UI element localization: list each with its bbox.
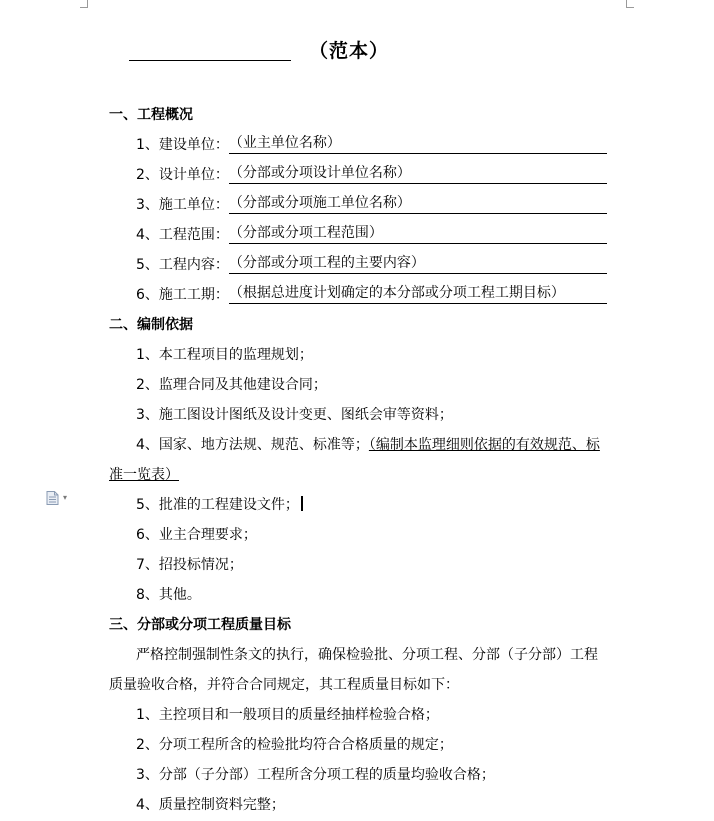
basis-item-1: 1、本工程项目的监理规划；: [136, 347, 313, 363]
quality-item-4: 4、质量控制资料完整；: [136, 797, 285, 813]
basis-item-4-note: （编制本监理细则依据的有效规范、标: [368, 437, 600, 453]
crop-mark-top-right-h: [626, 7, 634, 8]
basis-item-4-text: 4、国家、地方法规、规范、标准等；: [136, 437, 369, 453]
overview-item-2: [136, 165, 607, 185]
basis-item-4: [136, 435, 600, 455]
quality-item-1: 1、主控项目和一般项目的质量经抽样检验合格；: [136, 707, 439, 723]
quality-paragraph-line-2: 质量验收合格，并符合合同规定，其工程质量目标如下：: [109, 677, 459, 693]
section-heading-basis: 二、编制依据: [109, 317, 193, 333]
basis-item-2: 2、监理合同及其他建设合同；: [136, 377, 327, 393]
basis-item-7: 7、招投标情况；: [136, 557, 243, 573]
overview-item-5: [136, 255, 607, 275]
overview-item-value: （分部或分项工程范围）: [229, 225, 607, 244]
basis-item-8: 8、其他。: [136, 587, 201, 603]
document-title-suffix: （范本）: [309, 40, 390, 62]
overview-item-1: [136, 135, 607, 155]
overview-item-label: 1、建设单位：: [136, 137, 229, 153]
section-heading-overview: 一、工程概况: [109, 107, 193, 123]
basis-item-4-note-continued: 准一览表）: [109, 467, 179, 483]
overview-item-label: 4、工程范围：: [136, 227, 229, 243]
section-heading-quality-target: 三、分部或分项工程质量目标: [109, 617, 291, 633]
overview-item-label: 3、施工单位：: [136, 197, 229, 213]
overview-item-label: 5、工程内容：: [136, 257, 229, 273]
overview-item-value: （分部或分项工程的主要内容）: [229, 255, 607, 274]
quality-paragraph-line-1: 严格控制强制性条文的执行，确保检验批、分项工程、分部（子分部）工程: [136, 647, 598, 663]
overview-item-value: （分部或分项设计单位名称）: [229, 165, 607, 184]
overview-item-label: 2、设计单位：: [136, 167, 229, 183]
overview-item-4: [136, 225, 607, 245]
document-icon[interactable]: [46, 491, 59, 505]
overview-item-6: [136, 285, 607, 305]
quality-item-2: 2、分项工程所含的检验批均符合合格质量的规定；: [136, 737, 453, 753]
overview-item-label: 6、施工工期：: [136, 287, 229, 303]
title-blank-line: [129, 60, 291, 61]
text-cursor: [301, 496, 303, 511]
overview-item-value: （业主单位名称）: [229, 135, 607, 154]
quality-item-3: 3、分部（子分部）工程所含分项工程的质量均验收合格；: [136, 767, 495, 783]
overview-item-value: （分部或分项施工单位名称）: [229, 195, 607, 214]
chevron-down-icon[interactable]: ▾: [63, 493, 68, 502]
basis-item-6: 6、业主合理要求；: [136, 527, 257, 543]
overview-item-value: （根据总进度计划确定的本分部或分项工程工期目标）: [229, 285, 607, 304]
overview-item-3: [136, 195, 607, 215]
basis-item-5: 5、批准的工程建设文件；: [136, 497, 299, 513]
crop-mark-top-left-h: [80, 7, 88, 8]
basis-item-3: 3、施工图设计图纸及设计变更、图纸会审等资料；: [136, 407, 453, 423]
